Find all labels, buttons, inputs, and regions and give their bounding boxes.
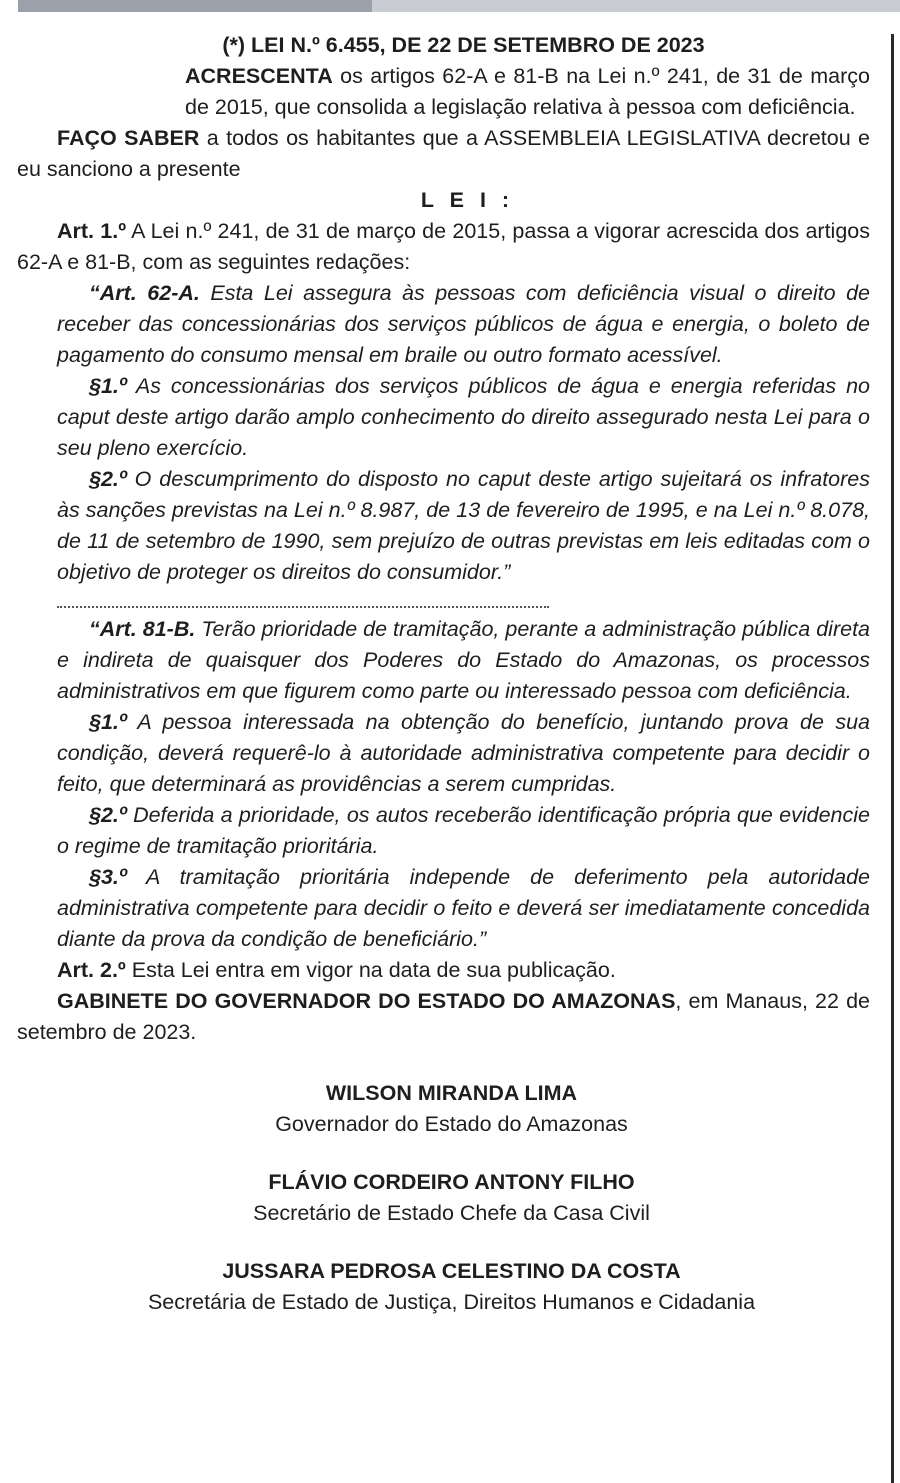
article-81b-p3-label: §3.º: [89, 865, 127, 889]
signature-name: FLÁVIO CORDEIRO ANTONY FILHO: [268, 1170, 635, 1194]
article-81b-paragraph-3: [57, 862, 870, 955]
article-81b-p3-text: A tramitação prioritária independe de deferimento pela autoridade administrativa competente para decidir o feito e deverá ser imediatamente concedida diante da prova da condição de beneficiário.”: [57, 865, 870, 951]
signature-name: JUSSARA PEDROSA CELESTINO DA COSTA: [222, 1259, 681, 1283]
column-rule: [891, 34, 894, 1483]
lei-heading: L E I :: [420, 188, 515, 212]
closing-text: , em Manaus, 22 de setembro de 2023.: [17, 989, 871, 1044]
article-81b: [57, 614, 870, 707]
article-62a-p1-text: As concessionárias dos serviços públicos de água e energia referidas no caput deste artigo darão amplo conhecimento do direito assegurado nesta Lei para o seu pleno exercício.: [57, 374, 870, 460]
article-81b-p2-text: Deferida a prioridade, os autos receberão identificação própria que evidencie o regime de tramitação prioritária.: [57, 803, 870, 858]
signature-role: Secretária de Estado de Justiça, Direitos Humanos e Cidadania: [147, 1290, 756, 1314]
article-81b-paragraph-1: [57, 707, 870, 800]
article-81b-paragraph-2: [57, 800, 870, 862]
article-62a-p1-label: §1.º: [89, 374, 127, 398]
preamble: [17, 123, 870, 185]
article-62a: [57, 278, 870, 371]
article-62a-p2-label: §2.º: [89, 467, 127, 491]
header-bar-accent: [18, 0, 372, 12]
article-81b-block: [17, 614, 870, 955]
article-62a-label: “Art. 62-A.: [89, 281, 200, 305]
preamble-lead: FAÇO SABER: [57, 126, 200, 150]
signature-role: Secretário de Estado Chefe da Casa Civil: [253, 1201, 650, 1225]
article-1: [17, 216, 870, 278]
article-62a-paragraph-1: [57, 371, 870, 464]
article-2: [17, 955, 870, 986]
article-62a-p2-text: O descumprimento do disposto no caput deste artigo sujeitará os infratores às sanções previstas na Lei n.º 8.987, de 13 de fevereiro de 1995, e na Lei n.º 8.078, de 11 de setembro de 1990, sem prejuízo de outras previstas em leis editadas com o objetivo de proteger os direitos do consumidor.”: [57, 467, 870, 584]
closing-lead: GABINETE DO GOVERNADOR DO ESTADO DO AMAZONAS: [57, 989, 676, 1013]
article-2-text: Esta Lei entra em vigor na data de sua publicação.: [125, 958, 616, 982]
summary-text: os artigos 62-A e 81-B na Lei n.º 241, de 31 de março de 2015, que consolida a legislação relativa à pessoa com deficiência.: [185, 64, 870, 119]
article-62a-block: [17, 278, 870, 588]
law-document: [17, 30, 870, 1318]
article-81b-p2-label: §2.º: [89, 803, 127, 827]
article-62a-paragraph-2: [57, 464, 870, 588]
article-81b-text: Terão prioridade de tramitação, perante a administração pública direta e indireta de quaisquer dos Poderes do Estado do Amazonas, os processos administrativos em que figurem como parte ou interessado pessoa com deficiência.: [57, 617, 870, 703]
article-81b-label: “Art. 81-B.: [89, 617, 196, 641]
article-62a-text: Esta Lei assegura às pessoas com deficiência visual o direito de receber das concessionárias dos serviços públicos de água e energia, o boleto de pagamento do consumo mensal em braile ou outro formato acessível.: [57, 281, 870, 367]
law-summary: [17, 61, 870, 123]
preamble-text: a todos os habitantes que a ASSEMBLEIA LEGISLATIVA decretou e eu sanciono a presente: [17, 126, 870, 181]
closing: [17, 986, 870, 1048]
signature-role: Governador do Estado do Amazonas: [275, 1112, 628, 1136]
article-81b-p1-text: A pessoa interessada na obtenção do benefício, juntando prova de sua condição, deverá requerê-lo à autoridade administrativa competente para decidir o feito, que determinará as providências a serem cumpridas.: [57, 710, 870, 796]
signature-name: WILSON MIRANDA LIMA: [325, 1081, 578, 1105]
law-title: (*) LEI N.º 6.455, DE 22 DE SETEMBRO DE 2023: [222, 33, 705, 57]
article-1-text: A Lei n.º 241, de 31 de março de 2015, passa a vigorar acrescida dos artigos 62-A e 81-B, com as seguintes redações:: [17, 219, 870, 274]
summary-verb: ACRESCENTA: [185, 64, 333, 88]
omission-dotted-line: [57, 598, 549, 608]
signatures: [17, 1078, 870, 1318]
article-1-label: Art. 1.º: [57, 219, 127, 243]
article-2-label: Art. 2.º: [57, 958, 126, 982]
article-81b-p1-label: §1.º: [89, 710, 127, 734]
